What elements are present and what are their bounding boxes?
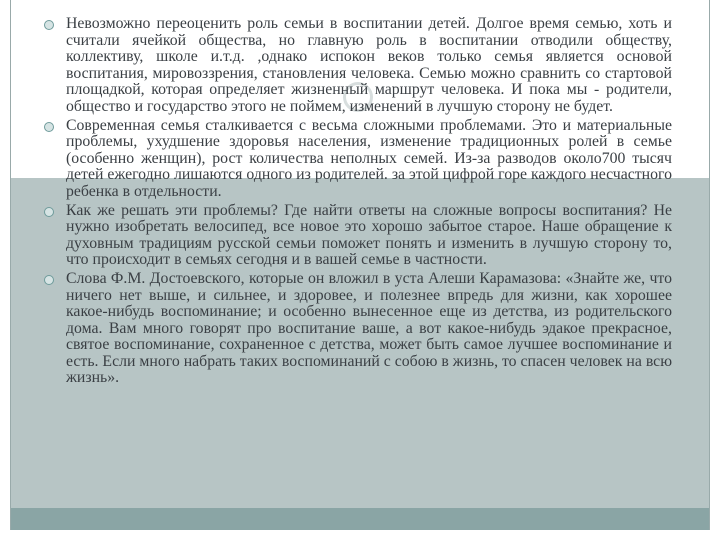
bullet-text: Как же решать эти проблемы? Где найти ответы на сложные вопросы воспитания? Не нужно изобретать велосипед, все новое это хорошо забытое старое. Наше обращение к духовным традициям русской семьи поможет понять и изменить в лучшую сторону то, что происходит в семьях сегодня и в вашей семье в частности.	[66, 201, 672, 269]
bullet-text: Слова Ф.М. Достоевского, которые он вложил в уста Алеши Карамазова: «Знайте же, что ничего нет выше, и сильнее, и здоровее, и полезнее впредь для жизни, как хорошее какое-нибудь воспоминание; и особенно вынесенное еще из детства, из родительского дома. Вам много говорят про воспитание ваше, а вот какое-нибудь эдакое прекрасное, святое воспоминание, сохраненное с детства, может быть самое лучшее воспоминание и есть. Если много набрать таких воспоминаний с собою в жизнь, то спасен человек на всю жизнь».	[66, 269, 672, 387]
bullet-list	[44, 16, 672, 387]
bullet-text: Невозможно переоценить роль семьи в воспитании детей. Долгое время семью, хоть и считали ячейкой общества, но главную роль в воспитании отводили обществу, коллективу, школе и.т.д. ,однако испокон веков только семья является основой воспитания, мировоззрения, становления человека. Семью можно сравнить со стартовой площадкой, которая определяет жизненный маршрут человека. И пока мы - родители, общество и государство этого не поймем, изменений в лучшую сторону не будет.	[66, 15, 672, 115]
bullet-item	[44, 16, 672, 116]
bullet-icon	[44, 20, 54, 30]
bullet-icon	[44, 275, 54, 285]
bullet-item	[44, 271, 672, 387]
bullet-icon	[44, 122, 54, 132]
bullet-item	[44, 118, 672, 201]
bullet-icon	[44, 207, 54, 217]
bullet-item	[44, 203, 672, 269]
slide-content	[44, 16, 672, 389]
bullet-text: Современная семья сталкивается с весьма сложными проблемами. Это и материальные проблемы, ухудшение здоровья населения, изменение традиционных ролей в семье (особенно женщин), рост количества неполных семей. Из-за разводов около700 тысяч детей ежегодно лишаются одного из родителей. за этой цифрой горе каждого несчастного ребенка в отдельности.	[66, 116, 672, 200]
